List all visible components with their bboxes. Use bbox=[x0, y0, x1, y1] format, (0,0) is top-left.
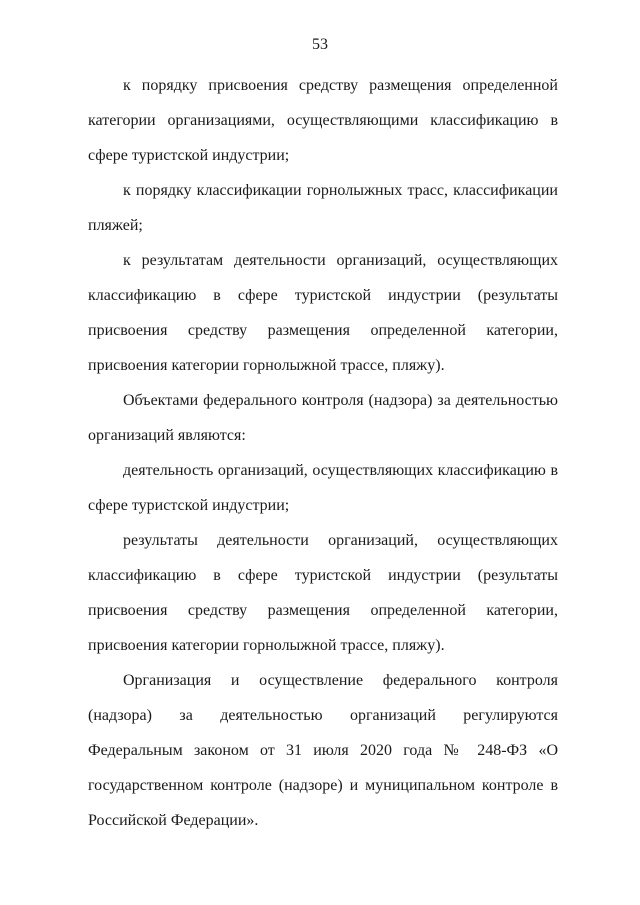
paragraph-control-objects: Объектами федерального контроля (надзора) за деятельностью организаций являются: bbox=[88, 392, 558, 444]
paragraph-ski-slopes-beaches: к порядку классификации горнолыжных трасс, классификации пляжей; bbox=[88, 182, 558, 234]
page-number: 53 bbox=[312, 36, 328, 53]
paragraph-organizations-activity: деятельность организаций, осуществляющих классификацию в сфере туристской индустрии; bbox=[88, 462, 558, 514]
document-body bbox=[88, 68, 558, 838]
paragraph-federal-law: Организация и осуществление федерального контроля (надзора) за деятельностью организаций регулируются Федеральным законом от 31 июля 2020 года № 248-ФЗ «О государственном контроле (надзоре) и муниципальном контроле в Российской Федерации». bbox=[88, 672, 558, 829]
paragraph-activity-results: результаты деятельности организаций, осуществляющих классификацию в сфере туристской индустрии (результаты присвоения средству размещения определенной категории, присвоения категории горнолыжной трассе, пляжу). bbox=[88, 532, 558, 654]
paragraph-classification-procedure: к порядку присвоения средству размещения определенной категории организациями, осуществляющими классификацию в сфере туристской индустрии; bbox=[88, 77, 558, 164]
paragraph-classification-results: к результатам деятельности организаций, осуществляющих классификацию в сфере туристской индустрии (результаты присвоения средству размещения определенной категории, присвоения категории горнолыжной трассе, пляжу). bbox=[88, 252, 558, 374]
